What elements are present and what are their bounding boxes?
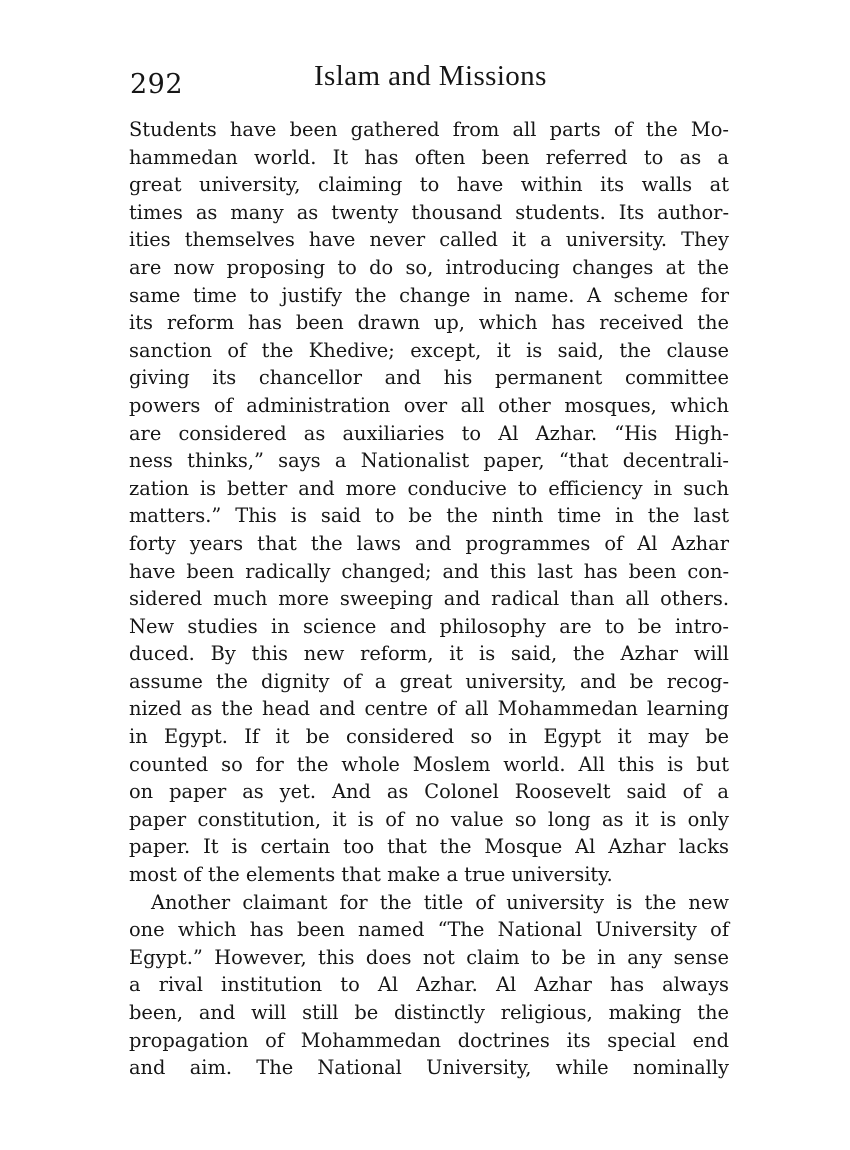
body-text <box>129 116 729 1082</box>
text-line: and aim. The National University, while nominally <box>129 1056 729 1080</box>
text-line: times as many as twenty thousand students. Its author- <box>129 200 729 224</box>
text-line: hammedan world. It has often been referred to as a <box>129 145 729 169</box>
text-line: assume the dignity of a great university, and be recog- <box>129 669 729 693</box>
text-line: same time to justify the change in name. A scheme for <box>129 283 729 307</box>
text-line: duced. By this new reform, it is said, the Azhar will <box>129 642 729 666</box>
text-line: one which has been named “The National University of <box>129 918 729 942</box>
text-line: counted so for the whole Moslem world. All this is but <box>129 752 729 776</box>
paragraph-1 <box>129 116 729 889</box>
text-line: been, and will still be distinctly religious, making the <box>129 1001 729 1024</box>
text-line: paper. It is certain too that the Mosque Al Azhar lacks <box>129 835 729 859</box>
text-line: matters.” This is said to be the ninth time in the last <box>129 504 729 528</box>
text-line: Students have been gathered from all parts of the Mo- <box>129 118 729 141</box>
text-line: sidered much more sweeping and radical than all others. <box>129 587 729 611</box>
text-line: its reform has been drawn up, which has received the <box>129 311 729 335</box>
text-line: giving its chancellor and his permanent committee <box>129 366 729 390</box>
text-line: ities themselves have never called it a university. They <box>129 228 729 252</box>
text-line: Egypt.” However, this does not claim to be in any sense <box>129 945 729 969</box>
running-header <box>130 56 730 100</box>
text-line: Another claimant for the title of university is the new <box>151 890 729 914</box>
running-title: Islam and Missions <box>314 60 547 92</box>
text-line: propagation of Mohammedan doctrines its special end <box>129 1028 729 1052</box>
text-line: powers of administration over all other mosques, which <box>129 393 729 417</box>
page-number: 292 <box>130 69 184 100</box>
text-line: a rival institution to Al Azhar. Al Azhar has always <box>129 973 729 997</box>
text-line: have been radically changed; and this last has been con- <box>129 559 729 583</box>
text-line: New studies in science and philosophy are to be intro- <box>129 614 729 638</box>
text-line: most of the elements that make a true university. <box>129 863 613 887</box>
text-line: sanction of the Khedive; except, it is said, the clause <box>129 338 729 362</box>
text-line: paper constitution, it is of no value so long as it is only <box>129 807 729 831</box>
text-line: are now proposing to do so, introducing changes at the <box>129 255 729 279</box>
text-line: forty years that the laws and programmes of Al Azhar <box>129 531 729 555</box>
text-line: in Egypt. If it be considered so in Egypt it may be <box>129 725 729 749</box>
paragraph-2 <box>129 889 729 1082</box>
text-line: great university, claiming to have within its walls at <box>129 173 729 197</box>
text-line: on paper as yet. And as Colonel Roosevelt said of a <box>129 780 729 804</box>
text-line: are considered as auxiliaries to Al Azhar. “His High- <box>129 421 729 445</box>
text-line: ness thinks,” says a Nationalist paper, “that decentrali- <box>129 449 729 473</box>
text-line: nized as the head and centre of all Mohammedan learning <box>129 697 729 721</box>
text-line: zation is better and more conducive to efficiency in such <box>129 476 729 500</box>
